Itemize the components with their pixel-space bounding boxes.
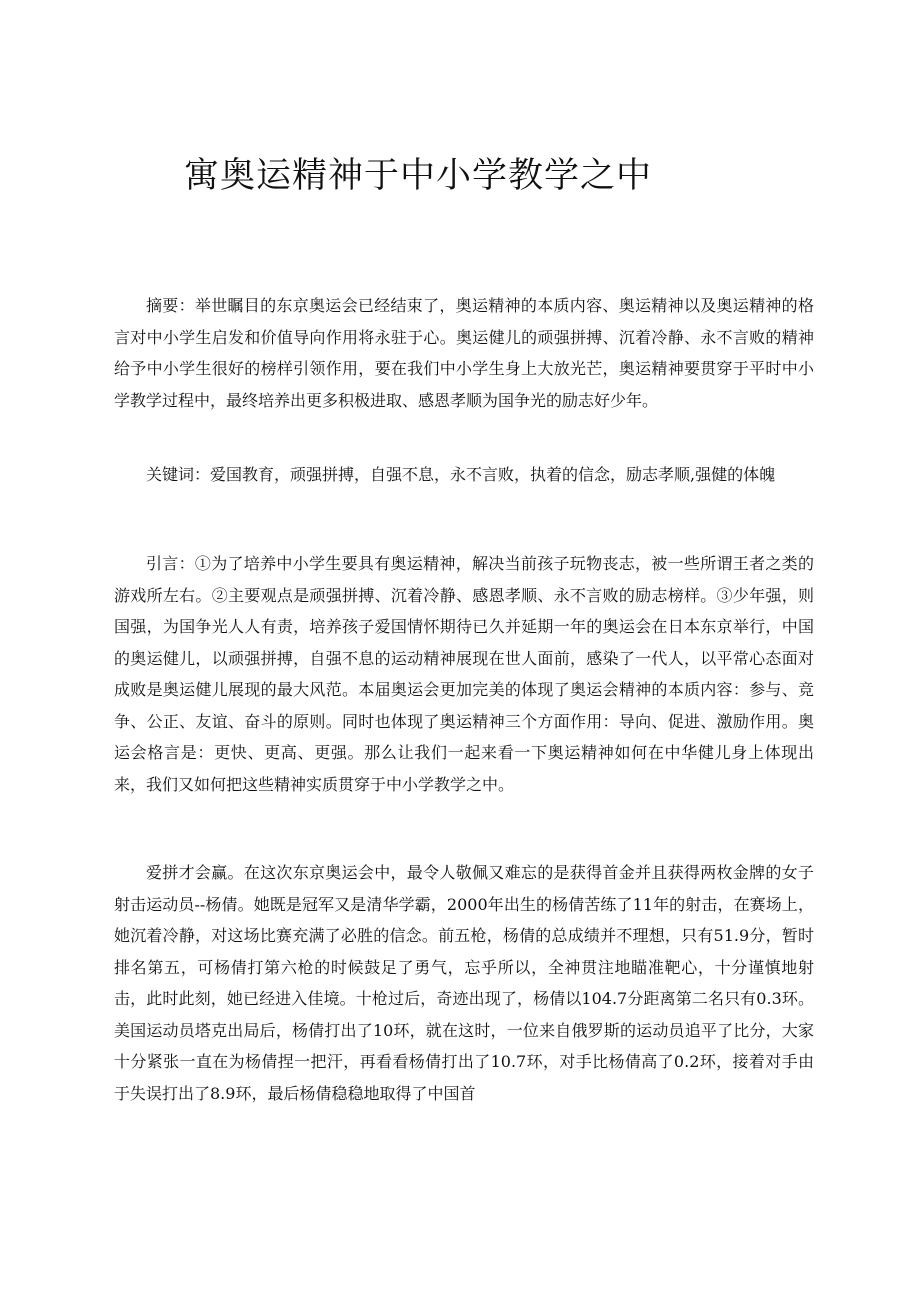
introduction-paragraph: 引言：①为了培养中小学生要具有奥运精神，解决当前孩子玩物丧志，被一些所谓王者之类的游戏所左右。②主要观点是顽强拼搏、沉着冷静、感恩孝顺、永不言败的励志榜样。③少年强，则国强，为国争光人人有责，培养孩子爱国情怀期待已久并延期一年的奥运会在日本东京举行，中国的奥运健儿，以顽强拼搏，自强不息的运动精神展现在世人面前，感染了一代人，以平常心态面对成败是奥运健儿展现的最大风范。本届奥运会更加完美的体现了奥运会精神的本质内容：参与、竞争、公正、友谊、奋斗的原则。同时也体现了奥运精神三个方面作用：导向、促进、激励作用。奥运会格言是：更快、更高、更强。那么让我们一起来看一下奥运精神如何在中华健儿身上体现出来，我们又如何把这些精神实质贯穿于中小学教学之中。: [114, 554, 814, 794]
keywords-paragraph: 关键词：爱国教育，顽强拼搏，自强不息，永不言败，执着的信念，励志孝顺,强健的体魄: [146, 465, 776, 484]
document-title: 寓奥运精神于中小学教学之中: [184, 156, 653, 196]
body-paragraph: 爱拼才会赢。在这次东京奥运会中，最令人敬佩又难忘的是获得首金并且获得两枚金牌的女子射击运动员--杨倩。她既是冠军又是清华学霸，2000年出生的杨倩苦练了11年的射击，在赛场上，她沉着冷静，对这场比赛充满了必胜的信念。前五枪，杨倩的总成绩并不理想，只有51.9分，暂时排名第五，可杨倩打第六枪的时候鼓足了勇气，忘乎所以，全神贯注地瞄准靶心，十分谨慎地射击，此时此刻，她已经进入佳境。十枪过后，奇迹出现了，杨倩以104.7分距离第二名只有0.3环。美国运动员塔克出局后，杨倩打出了10环，就在这时，一位来自俄罗斯的运动员追平了比分，大家十分紧张一直在为杨倩捏一把汗，再看看杨倩打出了10.7环，对手比杨倩高了0.2环，接着对手由于失误打出了8.9环，最后杨倩稳稳地取得了中国首: [114, 863, 814, 1103]
abstract-paragraph: 摘要：举世瞩目的东京奥运会已经结束了，奥运精神的本质内容、奥运精神以及奥运精神的格言对中小学生启发和价值导向作用将永驻于心。奥运健儿的顽强拼搏、沉着冷静、永不言败的精神给予中小学生很好的榜样引领作用，要在我们中小学生身上大放光芒，奥运精神要贯穿于平时中小学教学过程中，最终培养出更多积极进取、感恩孝顺为国争光的励志好少年。: [114, 296, 814, 410]
